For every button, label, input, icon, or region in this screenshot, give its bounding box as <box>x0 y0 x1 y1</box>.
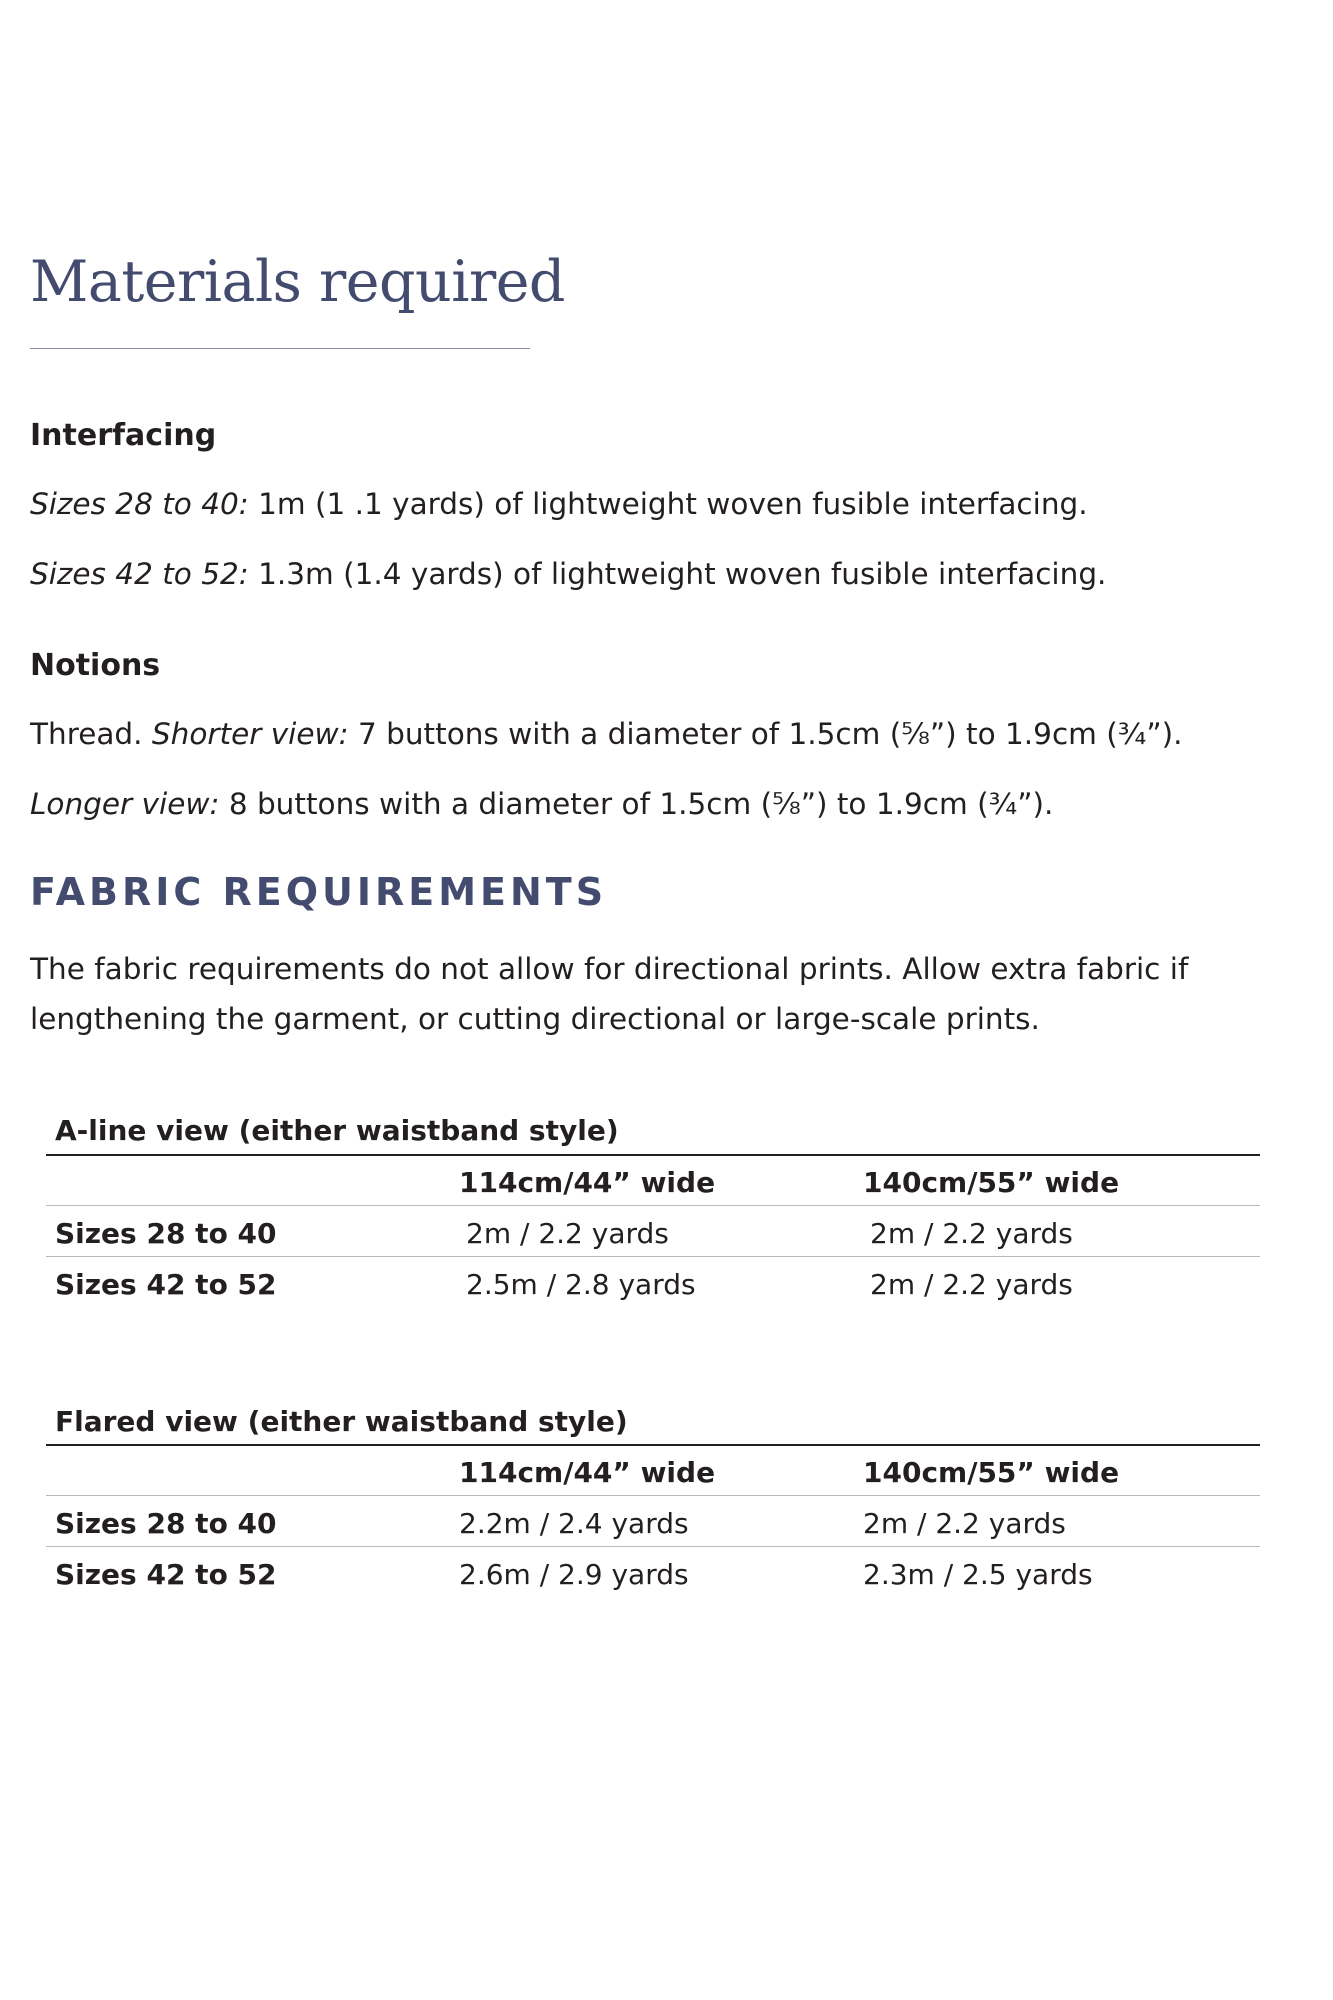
table-cell: 2m / 2.2 yards <box>863 1507 1066 1540</box>
interfacing-line-text: 1.3m (1.4 yards) of lightweight woven fusible interfacing. <box>248 557 1107 591</box>
page-title: Materials required <box>30 249 565 315</box>
interfacing-heading: Interfacing <box>30 418 217 453</box>
title-underline <box>30 348 530 349</box>
interfacing-line-text: 1m (1 .1 yards) of lightweight woven fusible interfacing. <box>248 487 1088 521</box>
column-header: 140cm/55” wide <box>863 1456 1120 1489</box>
interfacing-line-label: Sizes 28 to 40: <box>30 487 249 521</box>
row-label: Sizes 42 to 52 <box>55 1558 277 1591</box>
table-cell: 2.3m / 2.5 yards <box>863 1558 1093 1591</box>
table-rule <box>46 1154 1260 1156</box>
column-header: 114cm/44” wide <box>459 1166 716 1199</box>
notions-line-label: Longer view: <box>30 787 220 821</box>
table-cell: 2.5m / 2.8 yards <box>466 1268 696 1301</box>
column-header: 140cm/55” wide <box>863 1166 1120 1199</box>
notions-line <box>30 787 1053 822</box>
table-cell: 2.6m / 2.9 yards <box>459 1558 689 1591</box>
table-rule <box>46 1205 1260 1206</box>
notions-line <box>30 717 1183 752</box>
table-cell: 2.2m / 2.4 yards <box>459 1507 689 1540</box>
table-cell: 2m / 2.2 yards <box>870 1217 1073 1250</box>
fabric-requirements-heading: FABRIC REQUIREMENTS <box>30 870 608 914</box>
row-label: Sizes 28 to 40 <box>55 1217 277 1250</box>
table-cell: 2m / 2.2 yards <box>870 1268 1073 1301</box>
fabric-requirements-paragraph: The fabric requirements do not allow for directional prints. Allow extra fabric if lengthening the garment, or cutting directional or large-scale prints. <box>30 952 1189 1036</box>
interfacing-line-label: Sizes 42 to 52: <box>30 557 249 591</box>
interfacing-line <box>30 487 1088 522</box>
notions-heading: Notions <box>30 648 161 683</box>
table-caption: Flared view (either waistband style) <box>55 1405 628 1438</box>
notions-line-prefix: Thread. <box>30 717 152 751</box>
row-label: Sizes 42 to 52 <box>55 1268 277 1301</box>
table-rule <box>46 1495 1260 1496</box>
table-rule <box>46 1256 1260 1257</box>
table-caption: A-line view (either waistband style) <box>55 1114 619 1147</box>
notions-line-label: Shorter view: <box>151 717 349 751</box>
notions-line-text: 8 buttons with a diameter of 1.5cm (⅝”) to 1.9cm (¾”). <box>219 787 1054 821</box>
table-rule <box>46 1444 1260 1446</box>
table-cell: 2m / 2.2 yards <box>466 1217 669 1250</box>
notions-line-text: 7 buttons with a diameter of 1.5cm (⅝”) to 1.9cm (¾”). <box>348 717 1183 751</box>
interfacing-line <box>30 557 1106 592</box>
column-header: 114cm/44” wide <box>459 1456 716 1489</box>
table-rule <box>46 1546 1260 1547</box>
row-label: Sizes 28 to 40 <box>55 1507 277 1540</box>
